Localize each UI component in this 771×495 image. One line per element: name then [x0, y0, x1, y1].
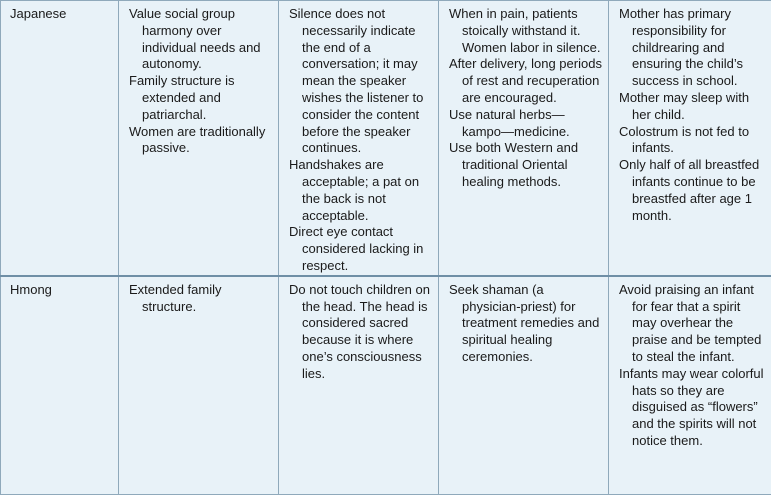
list-item: Extended family structure. — [129, 282, 272, 316]
list-item: Family structure is extended and patriarchal. — [129, 73, 272, 123]
list-item: Handshakes are acceptable; a pat on the back is not acceptable. — [289, 157, 432, 224]
cultural-group-cell — [1, 1, 119, 276]
cultural-group-cell — [1, 276, 119, 495]
list-item: Use natural herbs—kampo—medicine. — [449, 107, 602, 141]
table-row — [1, 1, 771, 276]
list-item: Mother may sleep with her child. — [619, 90, 765, 124]
list-item: Silence does not necessarily indicate the end of a conversation; it may mean the speaker wishes the listener to consider the content before the speaker continues. — [289, 6, 432, 157]
family-structure-cell — [119, 276, 279, 495]
health-beliefs-cell — [439, 1, 609, 276]
family-structure-cell — [119, 1, 279, 276]
communication-cell — [279, 276, 439, 495]
list-item: After delivery, long periods of rest and recuperation are encouraged. — [449, 56, 602, 106]
list-item: Direct eye contact considered lacking in respect. — [289, 224, 432, 274]
list-item: Colostrum is not fed to infants. — [619, 124, 765, 158]
childrearing-cell — [609, 1, 771, 276]
list-item: Women are traditionally passive. — [129, 124, 272, 158]
communication-cell — [279, 1, 439, 276]
list-item: Mother has primary responsibility for childrearing and ensuring the child’s success in school. — [619, 6, 765, 90]
list-item: Infants may wear colorful hats so they are disguised as “flowers” and the spirits will not notice them. — [619, 366, 765, 450]
list-item: Seek shaman (a physician-priest) for treatment remedies and spiritual healing ceremonies. — [449, 282, 602, 366]
childrearing-cell — [609, 276, 771, 495]
cultural-group-label: Hmong — [10, 282, 52, 297]
list-item: Value social group harmony over individual needs and autonomy. — [129, 6, 272, 73]
list-item: Do not touch children on the head. The head is considered sacred because it is where one’s consciousness lies. — [289, 282, 432, 383]
cultural-group-label: Japanese — [10, 6, 66, 21]
list-item: Avoid praising an infant for fear that a spirit may overhear the praise and be tempted to steal the infant. — [619, 282, 765, 366]
list-item: Use both Western and traditional Oriental healing methods. — [449, 140, 602, 190]
list-item: When in pain, patients stoically withstand it. Women labor in silence. — [449, 6, 602, 56]
list-item: Only half of all breastfed infants continue to be breastfed after age 1 month. — [619, 157, 765, 224]
health-beliefs-cell — [439, 276, 609, 495]
table-row — [1, 276, 771, 495]
